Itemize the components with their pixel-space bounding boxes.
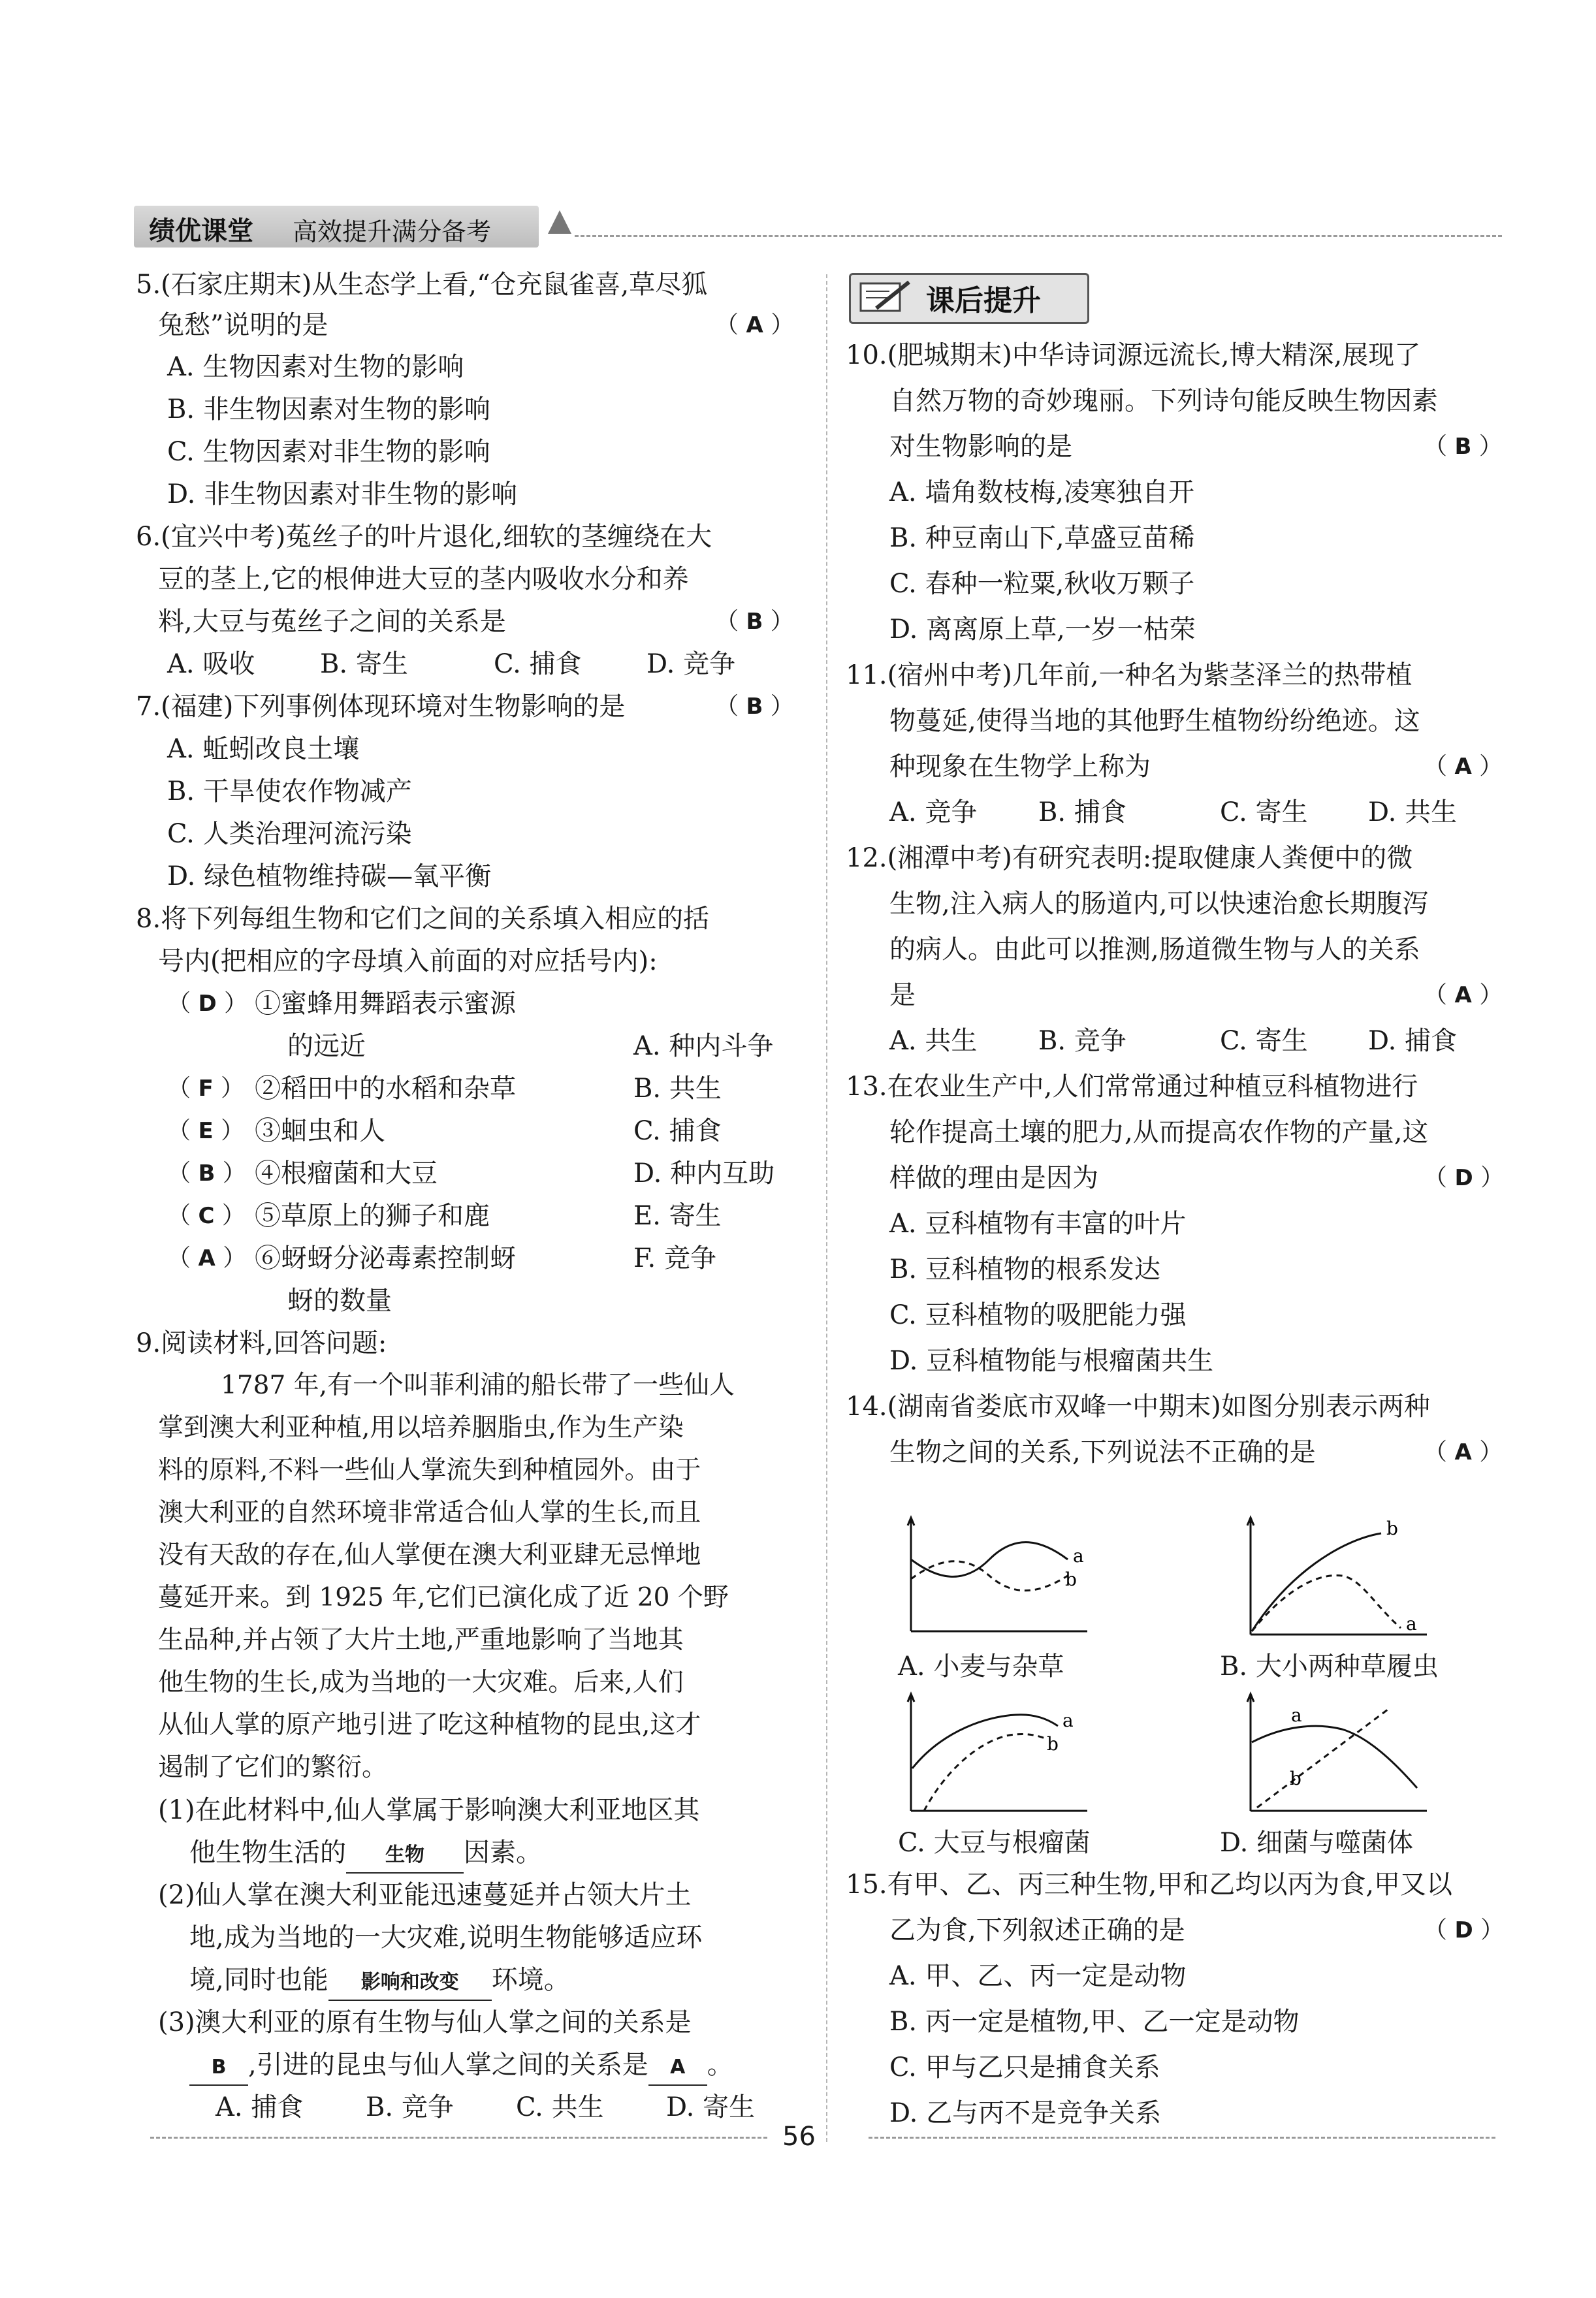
q12-option-a: A. 共生 bbox=[889, 1026, 978, 1056]
q15-option-d: D. 乙与丙不是竞争关系 bbox=[889, 2098, 1162, 2128]
q14-caption-d: D. 细菌与噬菌体 bbox=[1220, 1828, 1414, 1858]
q11-option-d: D. 共生 bbox=[1368, 797, 1458, 827]
q9-p1-line2: 他生物生活的 生物 因素。 bbox=[189, 1836, 542, 1874]
graph-d-label-a: a bbox=[1291, 1704, 1302, 1726]
q8-item5-text: ⑤草原上的狮子和鹿 bbox=[255, 1201, 490, 1231]
q9-p2-line3: 境,同时也能 影响和改变 环境。 bbox=[189, 1963, 570, 2001]
q8-item4-text: ④根瘤菌和大豆 bbox=[255, 1158, 438, 1189]
q6-line1: 6.(宜兴中考)菟丝子的叶片退化,细软的茎缠绕在大 bbox=[136, 522, 712, 552]
q11-line3: 种现象在生物学上称为 bbox=[889, 752, 1151, 782]
q12-line3: 的病人。由此可以推测,肠道微生物与人的关系 bbox=[889, 934, 1420, 965]
q8-item6-answer: （ A ） bbox=[167, 1245, 247, 1271]
q9-line1: 9.阅读材料,回答问题: bbox=[136, 1328, 387, 1358]
q8-item1-cont: 的远近 bbox=[287, 1031, 366, 1061]
q9-p3-line1: (3)澳大利亚的原有生物与仙人掌之间的关系是 bbox=[158, 2007, 692, 2037]
q10-option-c: C. 春种一粒粟,秋收万颗子 bbox=[889, 569, 1195, 599]
q12-line2: 生物,注入病人的肠道内,可以快速治愈长期腹泻 bbox=[889, 889, 1429, 919]
q9-p1-blank[interactable]: 生物 bbox=[346, 1838, 464, 1874]
q10-option-a: A. 墙角数枝梅,凌寒独自开 bbox=[889, 477, 1195, 507]
q15-line2: 乙为食,下列叙述正确的是 bbox=[889, 1915, 1185, 1945]
q5-line2: 兔愁”说明的是 bbox=[158, 310, 328, 340]
q5-answer: （ A ） bbox=[715, 311, 795, 338]
q11-line2: 物蔓延,使得当地的其他野生植物纷纷绝迹。这 bbox=[889, 706, 1420, 736]
header-brand: 绩优课堂 bbox=[149, 216, 253, 246]
q13-answer: （ D ） bbox=[1424, 1164, 1505, 1191]
q8-item4-answer: （ B ） bbox=[167, 1160, 246, 1187]
footer-divider-left bbox=[150, 2137, 767, 2139]
q8-item3-answer: （ E ） bbox=[167, 1117, 245, 1144]
q12-answer: （ A ） bbox=[1424, 981, 1503, 1008]
q9-p3-option-a: A. 捕食 bbox=[215, 2092, 304, 2122]
q5-line1: 5.(石家庄期末)从生态学上看,“仓充鼠雀喜,草尽狐 bbox=[136, 270, 708, 300]
q6-line2: 豆的茎上,它的根伸进大豆的茎内吸收水分和养 bbox=[158, 564, 689, 594]
q6-option-d: D. 竞争 bbox=[646, 649, 736, 679]
q8-rel-e: E. 寄生 bbox=[633, 1201, 722, 1231]
q9-p3-line2: B ,引进的昆虫与仙人掌之间的关系是 A 。 bbox=[189, 2048, 733, 2086]
q9-p2-line2: 地,成为当地的一大灾难,说明生物能够适应环 bbox=[189, 1923, 703, 1953]
q10-option-d: D. 离离原上草,一岁一枯荣 bbox=[889, 614, 1196, 645]
q5-option-d: D. 非生物因素对非生物的影响 bbox=[167, 479, 518, 509]
graph-c-axes bbox=[908, 1694, 1087, 1811]
q8-rel-a: A. 种内斗争 bbox=[633, 1031, 774, 1061]
q12-option-d: D. 捕食 bbox=[1368, 1026, 1458, 1056]
pencil-note-icon bbox=[857, 278, 916, 315]
graph-d bbox=[1237, 1690, 1433, 1821]
q9-passage-1: 1787 年,有一个叫菲利浦的船长带了一些仙人 bbox=[221, 1371, 735, 1400]
q6-line3: 料,大豆与菟丝子之间的关系是 bbox=[158, 607, 506, 637]
graph-d-curve-b bbox=[1257, 1710, 1388, 1808]
footer-divider-right bbox=[869, 2137, 1495, 2139]
graph-a-curve-a bbox=[911, 1542, 1068, 1577]
q14-answer: （ A ） bbox=[1424, 1439, 1503, 1465]
q14-caption-b: B. 大小两种草履虫 bbox=[1220, 1652, 1439, 1682]
q7-option-c: C. 人类治理河流污染 bbox=[167, 819, 412, 849]
q9-passage-7: 生品种,并占领了大片土地,严重地影响了当地其 bbox=[158, 1625, 684, 1655]
q8-rel-b: B. 共生 bbox=[633, 1074, 722, 1104]
q6-option-b: B. 寄生 bbox=[320, 649, 408, 679]
q9-passage-5: 没有天敌的存在,仙人掌便在澳大利亚肆无忌惮地 bbox=[158, 1540, 701, 1570]
q9-passage-3: 料的原料,不料一些仙人掌流失到种植园外。由于 bbox=[158, 1456, 701, 1485]
q8-item1-answer: （ D ） bbox=[167, 990, 248, 1017]
q9-passage-9: 从仙人掌的原产地引进了吃这种植物的昆虫,这才 bbox=[158, 1710, 701, 1740]
q8-rel-c: C. 捕食 bbox=[633, 1116, 722, 1146]
q9-passage-4: 澳大利亚的自然环境非常适合仙人掌的生长,而且 bbox=[158, 1498, 701, 1527]
q6-answer: （ B ） bbox=[715, 608, 794, 635]
q8-line1: 8.将下列每组生物和它们之间的关系填入相应的括 bbox=[136, 904, 710, 934]
graph-c-curve-b bbox=[924, 1734, 1047, 1811]
q7-option-b: B. 干旱使农作物减产 bbox=[167, 776, 412, 806]
q7-answer: （ B ） bbox=[715, 693, 794, 720]
q11-option-b: B. 捕食 bbox=[1038, 797, 1126, 827]
q11-line1: 11.(宿州中考)几年前,一种名为紫茎泽兰的热带植 bbox=[846, 660, 1412, 690]
q12-line1: 12.(湘潭中考)有研究表明:提取健康人粪便中的微 bbox=[846, 843, 1413, 873]
graph-b-label-a: a bbox=[1406, 1613, 1417, 1635]
q10-line1: 10.(肥城期末)中华诗词源远流长,博大精深,展现了 bbox=[846, 340, 1421, 370]
q9-p2-line1: (2)仙人掌在澳大利亚能迅速蔓延并占领大片土 bbox=[158, 1880, 692, 1910]
q7-line1: 7.(福建)下列事例体现环境对生物影响的是 bbox=[136, 692, 626, 722]
q11-option-a: A. 竞争 bbox=[889, 797, 978, 827]
q8-rel-f: F. 竞争 bbox=[633, 1243, 716, 1273]
q13-option-d: D. 豆科植物能与根瘤菌共生 bbox=[889, 1346, 1214, 1376]
q8-item5-answer: （ C ） bbox=[167, 1202, 246, 1229]
header-divider bbox=[575, 235, 1502, 237]
q13-option-a: A. 豆科植物有丰富的叶片 bbox=[889, 1209, 1187, 1239]
graph-d-label-b: b bbox=[1290, 1768, 1301, 1789]
q7-option-d: D. 绿色植物维持碳—氧平衡 bbox=[167, 861, 492, 891]
graph-d-axes bbox=[1247, 1694, 1427, 1811]
graph-c-label-b: b bbox=[1047, 1733, 1059, 1755]
q9-p2-blank[interactable]: 影响和改变 bbox=[328, 1966, 492, 2001]
graph-b-label-b: b bbox=[1386, 1518, 1398, 1539]
q13-option-c: C. 豆科植物的吸肥能力强 bbox=[889, 1300, 1187, 1330]
q9-passage-8: 他生物的生长,成为当地的一大灾难。后来,人们 bbox=[158, 1668, 684, 1697]
q12-option-b: B. 竞争 bbox=[1038, 1026, 1126, 1056]
graph-b-curve-b bbox=[1252, 1533, 1381, 1631]
q14-line2: 生物之间的关系,下列说法不正确的是 bbox=[889, 1437, 1316, 1467]
graph-a-label-b: b bbox=[1065, 1569, 1077, 1590]
q8-item1-text: ①蜜蜂用舞蹈表示蜜源 bbox=[255, 989, 516, 1019]
graph-a-label-a: a bbox=[1073, 1545, 1084, 1567]
graph-c-label-a: a bbox=[1062, 1710, 1074, 1731]
header-slogan: 高效提升满分备考 bbox=[293, 217, 492, 246]
q9-passage-10: 遏制了它们的繁衍。 bbox=[158, 1753, 388, 1782]
q7-option-a: A. 蚯蚓改良土壤 bbox=[167, 734, 360, 764]
q13-option-b: B. 豆科植物的根系发达 bbox=[889, 1254, 1160, 1285]
q8-line2: 号内(把相应的字母填入前面的对应括号内): bbox=[158, 946, 658, 976]
q15-line1: 15.有甲、乙、丙三种生物,甲和乙均以丙为食,甲又以 bbox=[846, 1870, 1453, 1900]
q13-line2: 轮作提高土壤的肥力,从而提高农作物的产量,这 bbox=[889, 1117, 1429, 1147]
q8-item2-text: ②稻田中的水稻和杂草 bbox=[255, 1074, 516, 1104]
q14-caption-a: A. 小麦与杂草 bbox=[898, 1652, 1064, 1682]
q8-item6-cont: 蚜的数量 bbox=[287, 1286, 392, 1316]
q9-p1-line1: (1)在此材料中,仙人掌属于影响澳大利亚地区其 bbox=[158, 1795, 700, 1825]
q5-option-c: C. 生物因素对非生物的影响 bbox=[167, 437, 490, 467]
q14-caption-c: C. 大豆与根瘤菌 bbox=[898, 1828, 1091, 1858]
q9-p3-blank2[interactable]: A bbox=[648, 2051, 707, 2086]
q8-item6-text: ⑥蚜蚜分泌毒素控制蚜 bbox=[255, 1243, 516, 1273]
q9-p3-option-d: D. 寄生 bbox=[666, 2092, 756, 2122]
graph-b-curve-a bbox=[1252, 1575, 1401, 1631]
q9-p3-option-c: C. 共生 bbox=[516, 2092, 604, 2122]
q12-line4: 是 bbox=[889, 980, 916, 1010]
q9-passage-2: 掌到澳大利亚种植,用以培养胭脂虫,作为生产染 bbox=[158, 1413, 684, 1443]
q9-p3-option-b: B. 竞争 bbox=[366, 2092, 454, 2122]
q8-item3-text: ③蛔虫和人 bbox=[255, 1116, 385, 1146]
q14-line1: 14.(湖南省娄底市双峰一中期末)如图分别表示两种 bbox=[846, 1392, 1430, 1422]
q11-option-c: C. 寄生 bbox=[1220, 797, 1308, 827]
section-title: 课后提升 bbox=[926, 284, 1041, 317]
q13-line1: 13.在农业生产中,人们常常通过种植豆科植物进行 bbox=[846, 1072, 1418, 1102]
q15-answer: （ D ） bbox=[1424, 1917, 1505, 1943]
triangle-icon bbox=[545, 208, 574, 236]
graph-a-axes bbox=[908, 1518, 1087, 1631]
graph-d-curve-a bbox=[1252, 1726, 1417, 1788]
graph-b bbox=[1237, 1514, 1433, 1644]
q9-p3-blank1[interactable]: B bbox=[189, 2051, 248, 2086]
graph-c bbox=[898, 1690, 1094, 1821]
graph-a-curve-b bbox=[911, 1561, 1068, 1591]
q10-line2: 自然万物的奇妙瑰丽。下列诗句能反映生物因素 bbox=[889, 386, 1438, 416]
graph-a bbox=[898, 1514, 1094, 1644]
q13-line3: 样做的理由是因为 bbox=[889, 1163, 1098, 1193]
q5-option-a: A. 生物因素对生物的影响 bbox=[167, 352, 464, 382]
q15-option-b: B. 丙一定是植物,甲、乙一定是动物 bbox=[889, 2007, 1300, 2037]
q9-passage-6: 蔓延开来。到 1925 年,它们已演化成了近 20 个野 bbox=[158, 1583, 729, 1612]
q6-option-a: A. 吸收 bbox=[167, 649, 255, 679]
q15-option-a: A. 甲、乙、丙一定是动物 bbox=[889, 1961, 1187, 1991]
q5-option-b: B. 非生物因素对生物的影响 bbox=[167, 394, 490, 424]
q11-answer: （ A ） bbox=[1424, 753, 1503, 780]
q10-option-b: B. 种豆南山下,草盛豆苗稀 bbox=[889, 523, 1195, 553]
column-divider bbox=[826, 274, 827, 2142]
q15-option-c: C. 甲与乙只是捕食关系 bbox=[889, 2052, 1160, 2083]
q10-line3: 对生物影响的是 bbox=[889, 432, 1072, 462]
q8-item2-answer: （ F ） bbox=[167, 1075, 245, 1102]
page-number: 56 bbox=[782, 2122, 816, 2152]
graph-c-curve-a bbox=[912, 1715, 1058, 1768]
q6-option-c: C. 捕食 bbox=[494, 649, 582, 679]
q12-option-c: C. 寄生 bbox=[1220, 1026, 1308, 1056]
q10-answer: （ B ） bbox=[1424, 433, 1503, 460]
q8-rel-d: D. 种内互助 bbox=[633, 1158, 775, 1189]
